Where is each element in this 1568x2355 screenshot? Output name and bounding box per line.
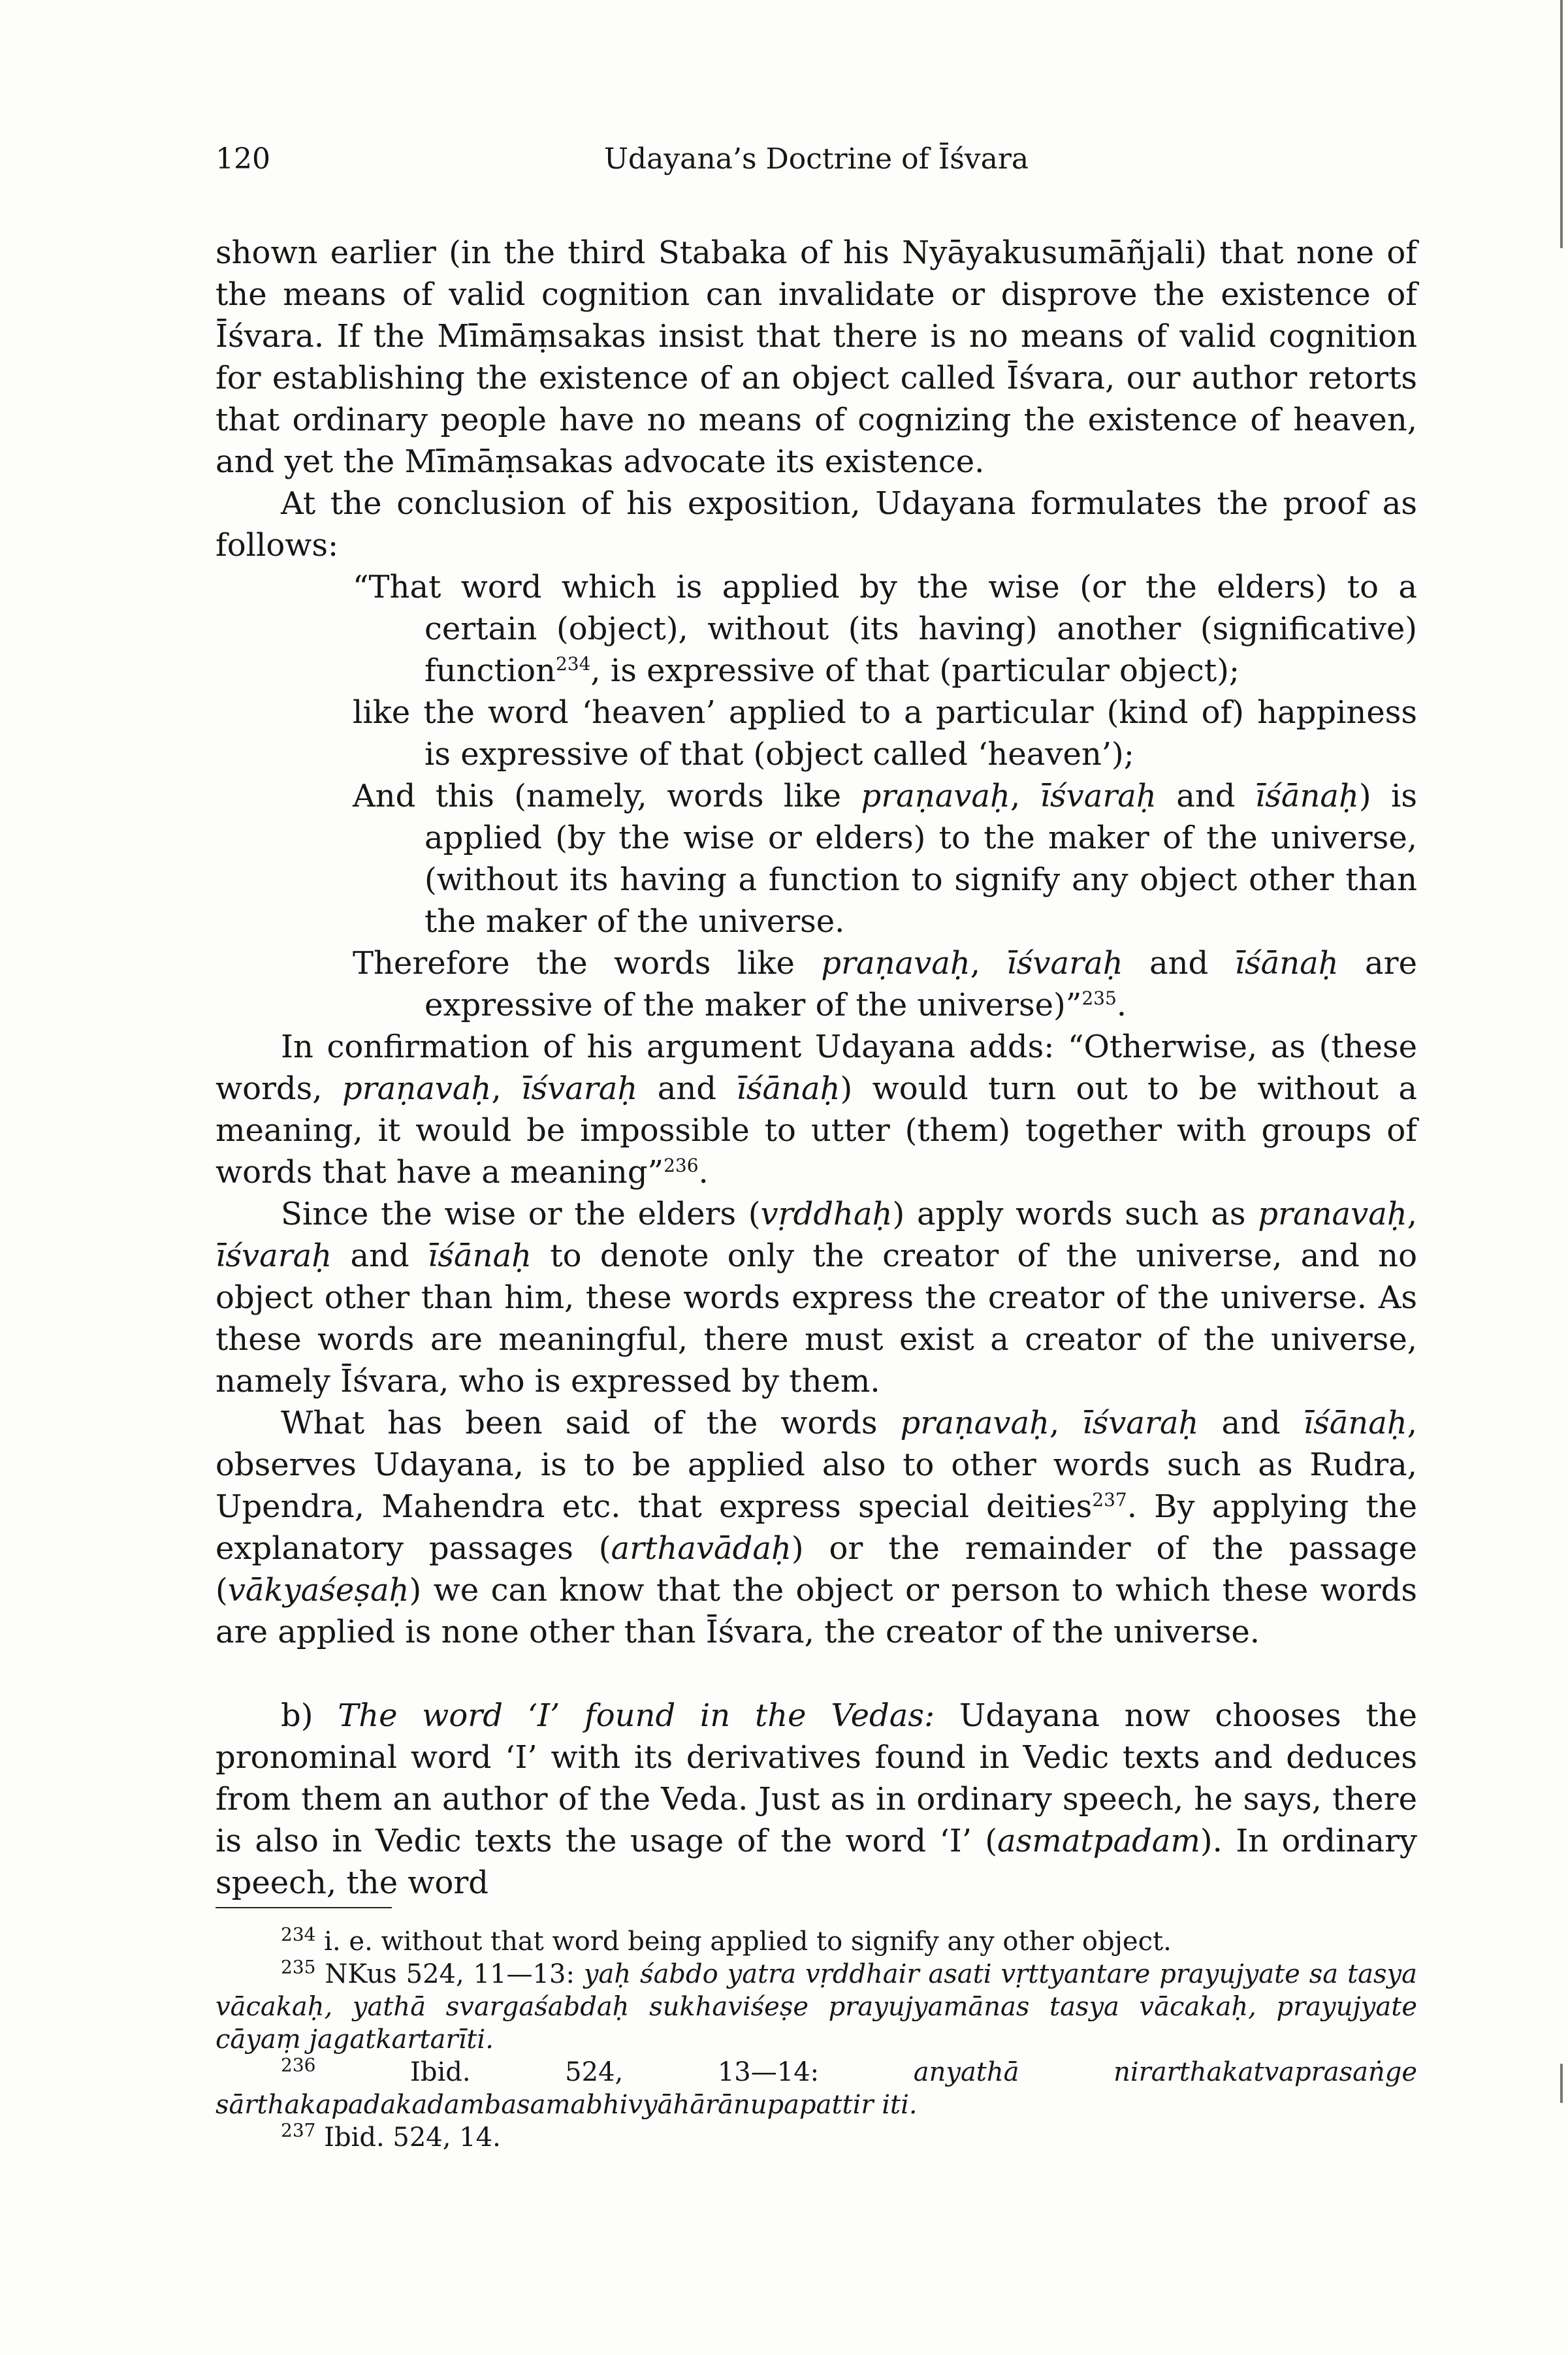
section-b-paragraph: b) The word ‘I’ found in the Vedas: Udayana now chooses the pronominal word ‘I’ with its derivatives found in Vedic texts and deduces from them an author of the Veda. Just as in ordinary speech, he says, there is also in Vedic texts the usage of the word ‘I’ (asmatpadam). In ordinary speech, the word [216, 1697, 1418, 1901]
footnote-ref-236[interactable]: 236 [664, 1155, 699, 1176]
body-text [216, 232, 1417, 1904]
paragraph-other-words: What has been said of the words praṇavaḥ, īśvaraḥ and īśānaḥ, observes Udayana, is to be applied also to other words such as Rudra, Upendra, Mahendra etc. that express special deities$^{237}$. By applying the explanatory passages (arthavādaḥ) or the remainder of the passage (vākyaśeṣaḥ) we can know that the object or person to which these words are applied is none other than Īśvara, the creator of the universe. [216, 1405, 1418, 1650]
page-header [216, 142, 1417, 188]
proof-premise-2: like the word ‘heaven’ applied to a particular (kind of) happiness is expressive of that (object called ‘heaven’); [353, 694, 1417, 773]
proof-premise-3: And this (namely, words like praṇavaḥ, īśvaraḥ and īśānaḥ) is applied (by the wise or elders) to the maker of the universe, (without its having a function to signify any object other than the maker of the universe. [353, 778, 1418, 940]
paragraph-confirmation: In confirmation of his argument Udayana adds: “Otherwise, as (these words, praṇavaḥ, īśvaraḥ and īśānaḥ) would turn out to be without a meaning, it would be impossible to utter (them) together with groups of words that have a meaning”$^{236}$. [216, 1029, 1418, 1191]
paragraph-continued: shown earlier (in the third Stabaka of his Nyāyakusumāñjali) that none of the means of valid cognition can invalidate or disprove the existence of Īśvara. If the Mīmāṃsakas insist that there is no means of valid cognition for establishing the existence of an object called Īśvara, our author retorts that ordinary people have no means of cognizing the existence of heaven, and yet the Mīmāṃsakas advocate its existence. [216, 234, 1417, 480]
proof-premise-1: “That word which is applied by the wise (or the elders) to a certain (object), without (its having) another (significative) function$^{234}$, is expressive of that (particular object); [353, 569, 1417, 689]
paragraph-elders: Since the wise or the elders (vṛddhaḥ) apply words such as pranavaḥ, īśvaraḥ and īśānaḥ to denote only the creator of the universe, and no object other than him, these words express the creator of the universe. As these words are meaningful, there must exist a creator of the universe, namely Īśvara, who is expressed by them. [216, 1196, 1418, 1400]
footnote-237: $^{237}$ Ibid. 524, 14. [281, 2119, 501, 2153]
footnote-ref-235[interactable]: 235 [1081, 987, 1117, 1009]
footnote-236: $^{236}$ Ibid. 524, 13—14: anyathā nirarthakatvaprasaṅge sārthakapadakadambasamabhivyāhārānupapattir iti. [216, 2054, 1417, 2120]
section-b-heading: The word ‘I’ found in the Vedas: [338, 1697, 935, 1734]
page-number: 120 [216, 142, 270, 176]
proof-conclusion: Therefore the words like praṇavaḥ, īśvaraḥ and īśānaḥ are expressive of the maker of the universe)”$^{235}$. [353, 945, 1418, 1023]
footnote-234: $^{234}$ i. e. without that word being applied to signify any other object. [281, 1923, 1172, 1957]
footnote-separator [216, 1907, 392, 1908]
scan-edge-mark [1560, 0, 1563, 248]
proof-block [353, 566, 1417, 1026]
footnotes [216, 1925, 1417, 2154]
paragraph-proof-intro: At the conclusion of his exposition, Udayana formulates the proof as follows: [216, 485, 1417, 564]
scan-edge-mark [1560, 2064, 1563, 2103]
footnote-ref-234[interactable]: 234 [555, 653, 591, 675]
footnote-235: $^{235}$ NKus 524, 11—13: yaḥ śabdo yatra vṛddhair asati vṛttyantare prayujyate sa tasya vācakaḥ, yathā svargaśabdaḥ sukhaviśeṣe prayujyamānas tasya vācakaḥ, prayujyate cāyaṃ jagatkartarīti. [216, 1956, 1417, 2055]
footnote-ref-237[interactable]: 237 [1092, 1489, 1127, 1511]
running-title: Udayana’s Doctrine of Īśvara [603, 142, 1029, 176]
